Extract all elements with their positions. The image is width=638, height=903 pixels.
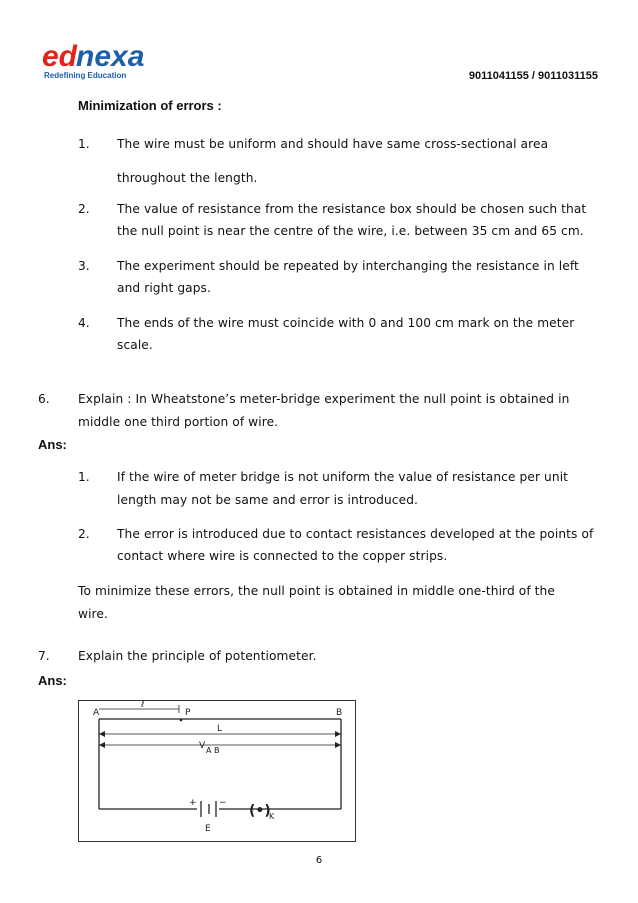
label-v-subscript: A B <box>206 746 220 755</box>
arrowhead-left <box>99 731 105 737</box>
error-item-1-line1: The wire must be uniform and should have same cross-sectional area <box>117 137 549 151</box>
label-L: L <box>217 724 223 734</box>
error-item-2-line2: the null point is near the centre of the wire, i.e. between 35 cm and 65 cm. <box>117 224 584 238</box>
answer-6-item-1-line1: If the wire of meter bridge is not uniform the value of resistance per unit <box>117 470 569 484</box>
error-item-4-line1: The ends of the wire must coincide with 0 and 100 cm mark on the meter <box>117 316 575 330</box>
error-item-4-number: 4. <box>78 316 90 330</box>
answer-6-item-2-line1: The error is introduced due to contact resistances developed at the points of <box>117 527 594 541</box>
key-symbol: (•) <box>249 803 271 819</box>
label-v: V <box>199 741 206 751</box>
logo-nexa-text: nexa <box>76 40 145 73</box>
error-item-2-line1: The value of resistance from the resistance box should be chosen such that <box>117 202 587 216</box>
answer-6-item-2-line2: contact where wire is connected to the copper strips. <box>117 549 448 563</box>
error-item-1-number: 1. <box>78 137 90 151</box>
question-6-line1: Explain : In Wheatstone’s meter-bridge experiment the null point is obtained in <box>78 392 570 406</box>
label-k: K <box>269 812 275 821</box>
error-item-3-number: 3. <box>78 259 90 273</box>
potentiometer-diagram <box>78 700 356 842</box>
errors-heading: Minimization of errors : <box>78 98 222 113</box>
jockey-point-p <box>180 719 183 722</box>
label-plus: + <box>189 798 197 808</box>
error-item-2-number: 2. <box>78 202 90 216</box>
question-7-text: Explain the principle of potentiometer. <box>78 649 317 663</box>
error-item-1-line2: throughout the length. <box>117 171 258 185</box>
answer-6-item-1-number: 1. <box>78 470 90 484</box>
arrowhead-right <box>335 731 341 737</box>
label-e: E <box>205 824 211 834</box>
label-minus: − <box>219 798 227 808</box>
arrowhead-right-2 <box>335 742 341 748</box>
answer-6-conclusion-line1: To minimize these errors, the null point is obtained in middle one-third of the <box>78 584 555 598</box>
question-6-number: 6. <box>38 392 50 406</box>
arrowhead-left-2 <box>99 742 105 748</box>
ednexa-logo <box>40 38 150 84</box>
logo-tagline: Redefining Education <box>44 71 127 80</box>
header-phone: 9011041155 / 9011031155 <box>468 70 598 82</box>
error-item-4-line2: scale. <box>117 338 153 352</box>
answer-6-conclusion-line2: wire. <box>78 607 108 621</box>
label-b: B <box>336 708 343 718</box>
label-a: A <box>93 708 100 718</box>
question-7-number: 7. <box>38 649 50 663</box>
label-l-small: ℓ <box>141 701 145 709</box>
answer-6-item-2-number: 2. <box>78 527 90 541</box>
answer-6-item-1-line2: length may not be same and error is introduced. <box>117 493 419 507</box>
error-item-3-line1: The experiment should be repeated by interchanging the resistance in left <box>117 259 579 273</box>
question-6-line2: middle one third portion of wire. <box>78 415 279 429</box>
label-p: P <box>185 708 191 718</box>
question-7-answer-label: Ans: <box>38 673 67 688</box>
page-number: 6 <box>315 855 323 866</box>
error-item-3-line2: and right gaps. <box>117 281 211 295</box>
question-6-answer-label: Ans: <box>38 437 67 452</box>
logo-ed-text: ed <box>42 40 78 73</box>
